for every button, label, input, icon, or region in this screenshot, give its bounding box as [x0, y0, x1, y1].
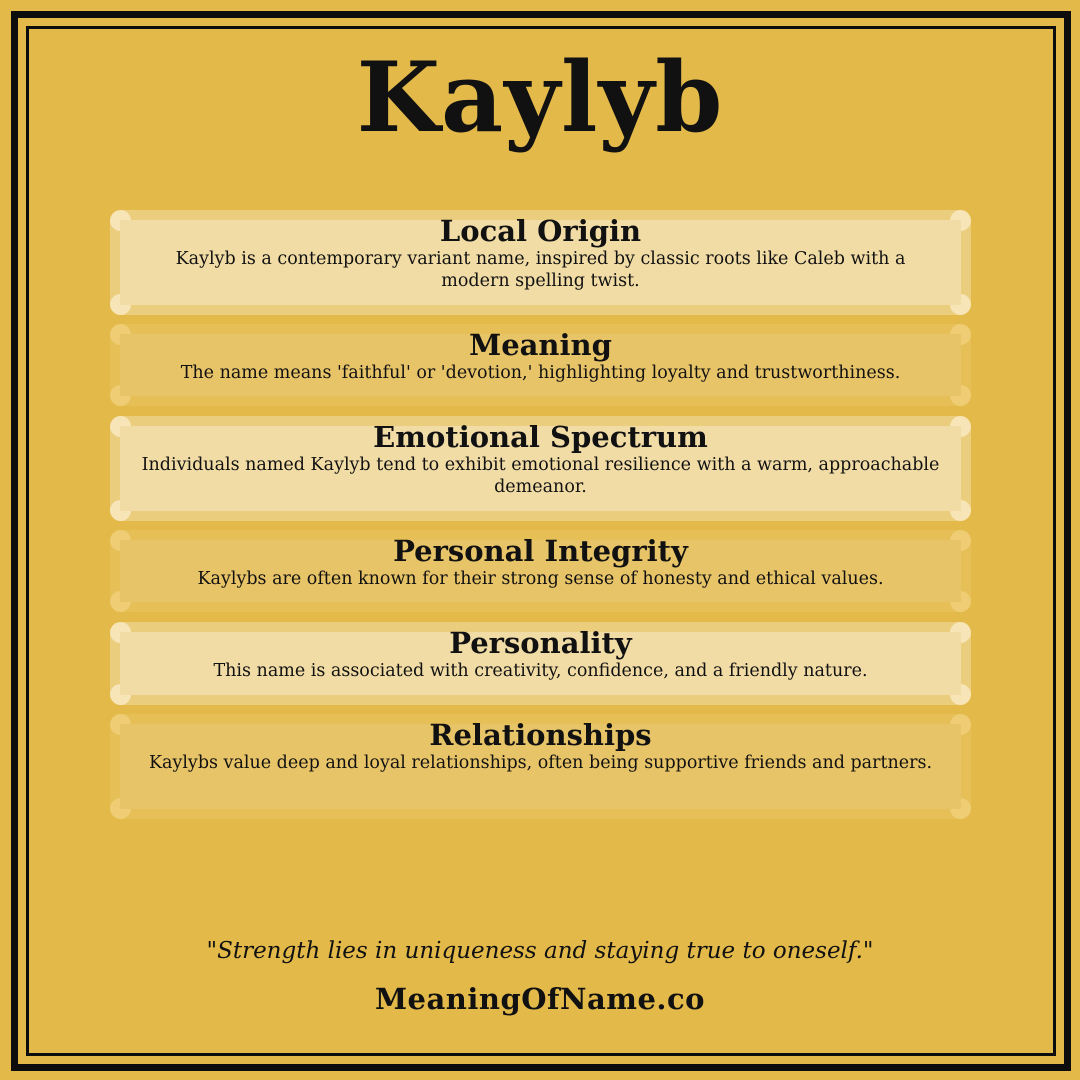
- section-text: Kaylybs value deep and loyal relationships, often being supportive friends and partners.: [148, 753, 933, 773]
- section-text: Kaylyb is a contemporary variant name, inspired by classic roots like Caleb with a modern spelling twist.: [175, 249, 906, 291]
- section-card-meaning: [110, 324, 971, 406]
- section-title: Personality: [449, 626, 632, 660]
- site-name: MeaningOfName.co: [374, 982, 706, 1016]
- section-text: The name means 'faithful' or 'devotion,' highlighting loyalty and trustworthiness.: [180, 363, 901, 383]
- section-title: Relationships: [429, 718, 652, 752]
- section-title: Local Origin: [439, 214, 642, 248]
- section-card-local-origin: [110, 210, 971, 315]
- section-title: Meaning: [469, 328, 612, 362]
- section-text: This name is associated with creativity, confidence, and a friendly nature.: [213, 661, 868, 681]
- section-text: Individuals named Kaylyb tend to exhibit emotional resilience with a warm, approachable demeanor.: [141, 455, 940, 497]
- section-title: Emotional Spectrum: [373, 420, 708, 454]
- section-title: Personal Integrity: [393, 534, 688, 568]
- section-card-emotional-spectrum: [110, 416, 971, 521]
- quote: "Strength lies in uniqueness and staying true to oneself.": [206, 938, 874, 964]
- section-card-personal-integrity: [110, 530, 971, 612]
- section-card-relationships: [110, 714, 971, 819]
- section-text: Kaylybs are often known for their strong sense of honesty and ethical values.: [197, 569, 884, 589]
- section-card-personality: [110, 622, 971, 705]
- name-title: Kaylyb: [356, 41, 724, 154]
